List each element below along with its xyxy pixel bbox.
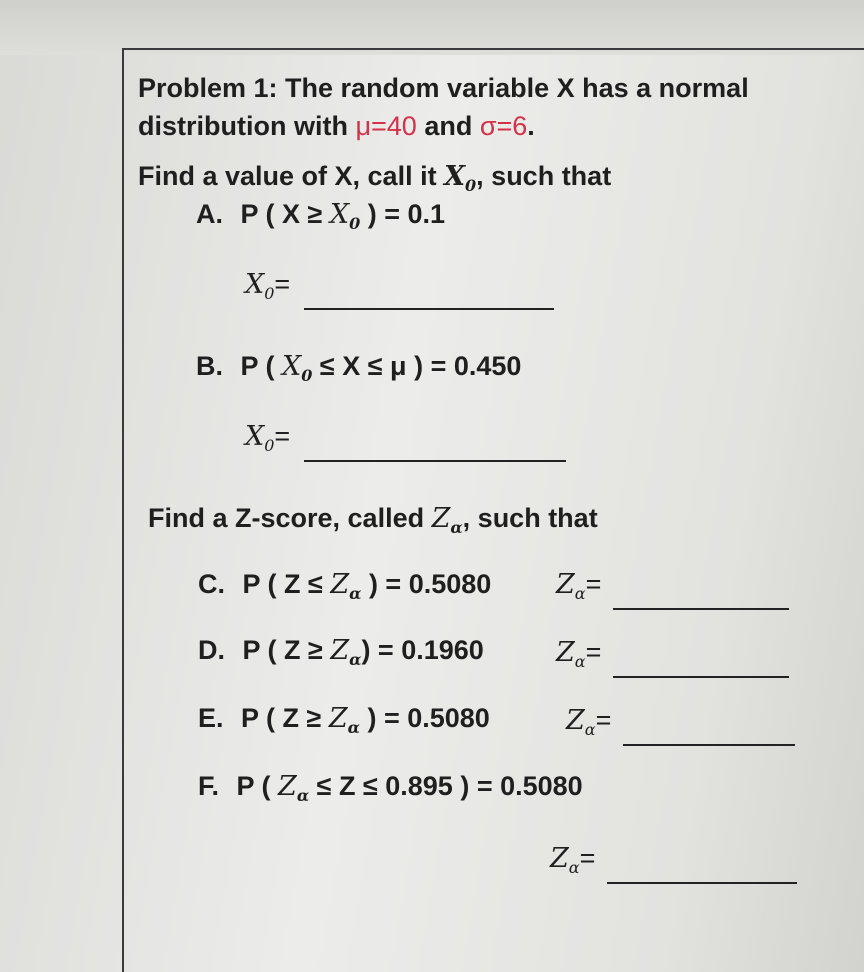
item-d-letter: D. <box>198 635 225 665</box>
section2-intro-text: Find a Z-score, called <box>148 503 432 533</box>
item-b-answer-blank[interactable] <box>304 438 566 462</box>
item-c-answer-sub: α <box>574 584 586 603</box>
section1-intro <box>138 160 611 202</box>
item-c-answer-blank[interactable] <box>613 586 789 610</box>
item-a-var: X <box>329 199 350 230</box>
x0-subscript: 0 <box>465 176 477 195</box>
item-e-answer-blank[interactable] <box>623 722 795 746</box>
problem-title-line1 <box>138 72 749 104</box>
item-d-sub: α <box>349 650 362 669</box>
item-d-expr-end: ) = 0.1960 <box>361 635 484 665</box>
item-b-answer-eq: = <box>274 421 291 451</box>
item-f-answer-var: Z <box>550 843 569 874</box>
item-c-sub: α <box>349 584 362 603</box>
item-e-expr-end: ) = 0.5080 <box>359 703 490 733</box>
item-a-expr-end: ) = 0.1 <box>360 199 446 229</box>
item-e-sub: α <box>347 718 360 737</box>
item-b-answer-row <box>245 420 566 462</box>
item-b-var: X <box>282 351 302 382</box>
z-alpha-variable: Z <box>431 503 451 534</box>
and-text: and <box>416 111 480 141</box>
item-e-answer <box>566 704 795 746</box>
section2-intro <box>148 502 598 544</box>
item-d-answer-blank[interactable] <box>613 654 789 678</box>
item-d-answer-var: Z <box>556 637 575 668</box>
item-a-answer-blank[interactable] <box>304 286 554 310</box>
item-e-letter: E. <box>198 703 224 733</box>
item-f-answer-eq: = <box>579 843 596 873</box>
x0-variable: X <box>444 161 466 192</box>
item-b-expr-start: P ( <box>240 351 283 381</box>
item-b <box>196 350 521 392</box>
item-c-letter: C. <box>198 569 225 599</box>
item-f-sub: α <box>296 786 310 805</box>
item-b-letter: B. <box>196 351 223 381</box>
title-period: . <box>527 111 535 141</box>
distribution-text: distribution with <box>138 111 356 141</box>
item-f <box>198 770 583 812</box>
item-c-var: Z <box>330 569 350 600</box>
item-a-sub: 0 <box>349 214 361 233</box>
page-top-shadow <box>0 0 864 55</box>
item-f-answer-row <box>550 842 797 884</box>
z-alpha-subscript: α <box>450 518 463 537</box>
item-b-answer-sub: 0 <box>264 436 275 455</box>
item-a-answer-row <box>245 268 554 310</box>
item-c-answer-var: Z <box>556 569 575 600</box>
section1-intro-suffix: , such that <box>476 161 612 191</box>
sigma-value: σ=6 <box>479 111 528 141</box>
item-e-answer-sub: α <box>584 720 596 739</box>
item-e-answer-eq: = <box>595 705 612 735</box>
item-e-var: Z <box>328 703 348 734</box>
problem-title-text: Problem 1: The random variable X has a normal <box>138 73 749 103</box>
item-f-expr-end: ≤ Z ≤ 0.895 ) = 0.5080 <box>309 771 583 801</box>
problem-title-line2 <box>138 110 535 142</box>
item-c-answer-eq: = <box>585 569 602 599</box>
item-c-expr-end: ) = 0.5080 <box>361 569 492 599</box>
item-a-letter: A. <box>196 199 223 229</box>
item-c-expr-start: P ( Z ≤ <box>242 569 331 599</box>
item-c <box>198 568 491 610</box>
item-a-answer-eq: = <box>274 269 291 299</box>
item-f-var: Z <box>278 771 297 802</box>
item-d-var: Z <box>330 635 350 666</box>
item-e-answer-var: Z <box>566 705 585 736</box>
item-d-answer-sub: α <box>574 652 586 671</box>
section1-intro-text: Find a value of X, call it <box>138 161 445 191</box>
item-d-answer-eq: = <box>585 637 602 667</box>
item-f-expr-start: P ( <box>236 771 279 801</box>
item-d-answer <box>556 636 789 678</box>
item-f-letter: F. <box>198 771 220 801</box>
item-a <box>196 198 445 240</box>
item-a-answer-sub: 0 <box>264 284 275 303</box>
item-f-answer-sub: α <box>568 858 580 877</box>
item-d-expr-start: P ( Z ≥ <box>242 635 331 665</box>
item-e <box>198 702 490 744</box>
item-b-sub: 0 <box>301 366 313 385</box>
section2-intro-suffix: , such that <box>462 503 598 533</box>
item-f-answer-blank[interactable] <box>607 860 797 884</box>
item-c-answer <box>556 568 789 610</box>
mu-value: μ=40 <box>355 111 417 141</box>
item-e-expr-start: P ( Z ≥ <box>241 703 329 733</box>
item-a-expr-start: P ( X ≥ <box>240 199 330 229</box>
item-b-answer-var: X <box>245 421 265 452</box>
item-d <box>198 634 484 676</box>
item-a-answer-var: X <box>245 269 265 300</box>
item-b-expr-end: ≤ X ≤ μ ) = 0.450 <box>312 351 522 381</box>
